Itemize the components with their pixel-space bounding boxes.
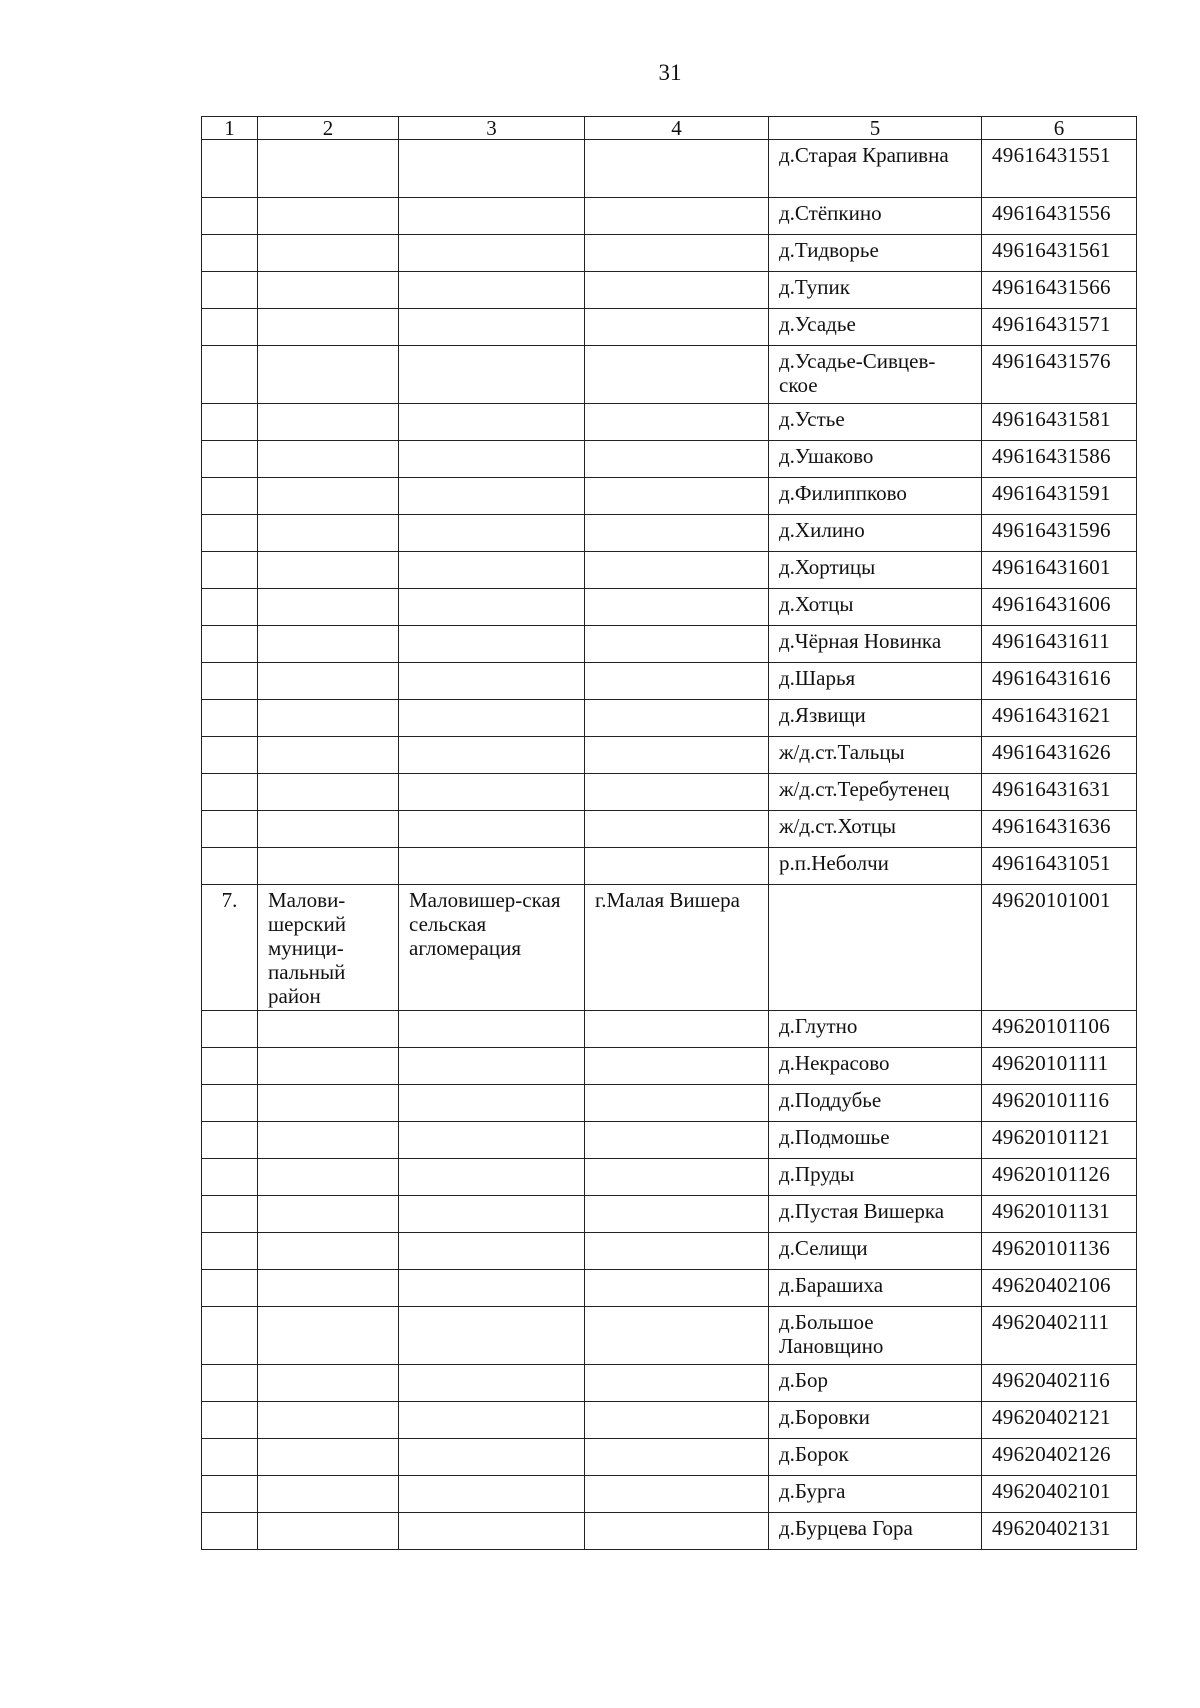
- table-row: [202, 478, 1137, 515]
- table-row: [202, 552, 1137, 589]
- table-row: [202, 626, 1137, 663]
- table-row: [202, 441, 1137, 478]
- center-settlement-cell: [585, 1439, 769, 1476]
- settlement-name-cell: д.Тупик: [769, 272, 982, 309]
- oktmo-code-cell: 49620101116: [982, 1085, 1137, 1122]
- agglomeration-cell: [399, 309, 585, 346]
- row-number-cell: [202, 1085, 258, 1122]
- table-row: [202, 885, 1137, 1011]
- table-row: [202, 1196, 1137, 1233]
- oktmo-code-cell: 49616431596: [982, 515, 1137, 552]
- municipal-district-cell: Малови-шерский муници-пальный район: [258, 885, 399, 1011]
- table-row: [202, 1402, 1137, 1439]
- settlement-name-cell: д.Борок: [769, 1439, 982, 1476]
- table-row: [202, 1307, 1137, 1365]
- table-body: [202, 140, 1137, 1550]
- agglomeration-cell: [399, 811, 585, 848]
- municipal-district-cell: [258, 663, 399, 700]
- municipal-district-cell: [258, 737, 399, 774]
- agglomeration-cell: [399, 441, 585, 478]
- municipal-district-cell: [258, 1365, 399, 1402]
- municipal-district-cell: [258, 346, 399, 404]
- agglomeration-cell: [399, 1011, 585, 1048]
- center-settlement-cell: [585, 1402, 769, 1439]
- table-row: [202, 1159, 1137, 1196]
- page-number: 31: [658, 60, 682, 85]
- agglomeration-cell: [399, 1476, 585, 1513]
- row-number-cell: [202, 1402, 258, 1439]
- header-row: [202, 117, 1137, 140]
- settlement-name-cell: д.Поддубье: [769, 1085, 982, 1122]
- table-row: [202, 1439, 1137, 1476]
- row-number-cell: [202, 478, 258, 515]
- row-number-cell: [202, 1159, 258, 1196]
- municipal-district-cell: [258, 1307, 399, 1365]
- oktmo-code-cell: 49616431581: [982, 404, 1137, 441]
- settlement-name-cell: д.Язвищи: [769, 700, 982, 737]
- row-number-cell: [202, 1233, 258, 1270]
- row-number-cell: [202, 1476, 258, 1513]
- table-row: [202, 848, 1137, 885]
- table-row: [202, 737, 1137, 774]
- center-settlement-cell: [585, 626, 769, 663]
- oktmo-code-cell: 49620101111: [982, 1048, 1137, 1085]
- table-row: [202, 1270, 1137, 1307]
- oktmo-code-cell: 49616431571: [982, 309, 1137, 346]
- oktmo-code-cell: 49616431561: [982, 235, 1137, 272]
- settlement-name-cell: д.Глутно: [769, 1011, 982, 1048]
- municipal-district-cell: [258, 774, 399, 811]
- oktmo-code-cell: 49620101126: [982, 1159, 1137, 1196]
- center-settlement-cell: г.Малая Вишера: [585, 885, 769, 1011]
- settlement-name-cell: д.Усадье: [769, 309, 982, 346]
- settlement-name-cell: д.Старая Крапивна: [769, 140, 982, 198]
- table-row: [202, 1122, 1137, 1159]
- oktmo-code-cell: 49616431551: [982, 140, 1137, 198]
- settlement-name-cell: д.Хортицы: [769, 552, 982, 589]
- center-settlement-cell: [585, 848, 769, 885]
- row-number-cell: [202, 1122, 258, 1159]
- center-settlement-cell: [585, 1270, 769, 1307]
- center-settlement-cell: [585, 140, 769, 198]
- row-number-cell: [202, 198, 258, 235]
- agglomeration-cell: [399, 1439, 585, 1476]
- oktmo-code-cell: 49620101106: [982, 1011, 1137, 1048]
- municipal-district-cell: [258, 1196, 399, 1233]
- settlement-name-cell: ж/д.ст.Хотцы: [769, 811, 982, 848]
- table-row: [202, 1085, 1137, 1122]
- row-number-cell: [202, 1439, 258, 1476]
- settlement-name-cell: д.Селищи: [769, 1233, 982, 1270]
- center-settlement-cell: [585, 404, 769, 441]
- agglomeration-cell: [399, 235, 585, 272]
- municipal-district-cell: [258, 1476, 399, 1513]
- table-row: [202, 1233, 1137, 1270]
- settlement-name-cell: д.Пруды: [769, 1159, 982, 1196]
- settlement-name-cell: д.Устье: [769, 404, 982, 441]
- settlement-name-cell: д.Бурга: [769, 1476, 982, 1513]
- row-number-cell: [202, 626, 258, 663]
- row-number-cell: [202, 346, 258, 404]
- oktmo-code-cell: 49620402101: [982, 1476, 1137, 1513]
- row-number-cell: [202, 663, 258, 700]
- municipal-district-cell: [258, 811, 399, 848]
- municipal-district-cell: [258, 235, 399, 272]
- settlement-name-cell: д.Ушаково: [769, 441, 982, 478]
- center-settlement-cell: [585, 552, 769, 589]
- center-settlement-cell: [585, 198, 769, 235]
- agglomeration-cell: [399, 700, 585, 737]
- table-row: [202, 663, 1137, 700]
- center-settlement-cell: [585, 235, 769, 272]
- oktmo-code-cell: 49620101131: [982, 1196, 1137, 1233]
- oktmo-code-cell: 49620101001: [982, 885, 1137, 1011]
- agglomeration-cell: [399, 1307, 585, 1365]
- agglomeration-cell: [399, 404, 585, 441]
- center-settlement-cell: [585, 589, 769, 626]
- municipal-district-cell: [258, 552, 399, 589]
- oktmo-code-cell: 49620402106: [982, 1270, 1137, 1307]
- agglomeration-cell: [399, 1196, 585, 1233]
- table-row: [202, 198, 1137, 235]
- center-settlement-cell: [585, 478, 769, 515]
- municipal-district-cell: [258, 1085, 399, 1122]
- table-row: [202, 140, 1137, 198]
- center-settlement-cell: [585, 1048, 769, 1085]
- oktmo-code-cell: 49616431556: [982, 198, 1137, 235]
- oktmo-code-cell: 49620402131: [982, 1513, 1137, 1550]
- municipal-district-cell: [258, 1513, 399, 1550]
- settlement-name-cell: д.Большое Лановщино: [769, 1307, 982, 1365]
- municipal-district-cell: [258, 441, 399, 478]
- row-number-cell: [202, 515, 258, 552]
- center-settlement-cell: [585, 1196, 769, 1233]
- center-settlement-cell: [585, 1476, 769, 1513]
- center-settlement-cell: [585, 441, 769, 478]
- oktmo-code-cell: 49620402116: [982, 1365, 1137, 1402]
- municipal-district-cell: [258, 309, 399, 346]
- center-settlement-cell: [585, 811, 769, 848]
- settlement-name-cell: д.Шарья: [769, 663, 982, 700]
- municipal-district-cell: [258, 272, 399, 309]
- settlement-name-cell: д.Тидворье: [769, 235, 982, 272]
- agglomeration-cell: [399, 1402, 585, 1439]
- row-number-cell: [202, 235, 258, 272]
- center-settlement-cell: [585, 737, 769, 774]
- center-settlement-cell: [585, 1365, 769, 1402]
- row-number-cell: [202, 1048, 258, 1085]
- settlement-name-cell: д.Чёрная Новинка: [769, 626, 982, 663]
- settlement-name-cell: д.Боровки: [769, 1402, 982, 1439]
- column-header-2: 2: [258, 117, 399, 140]
- agglomeration-cell: [399, 1122, 585, 1159]
- table-row: [202, 1513, 1137, 1550]
- table-row: [202, 774, 1137, 811]
- settlement-name-cell: ж/д.ст.Теребутенец: [769, 774, 982, 811]
- oktmo-code-cell: 49620402111: [982, 1307, 1137, 1365]
- settlement-name-cell: д.Подмошье: [769, 1122, 982, 1159]
- row-number-cell: [202, 1270, 258, 1307]
- oktmo-code-cell: 49616431601: [982, 552, 1137, 589]
- settlement-name-cell: д.Барашиха: [769, 1270, 982, 1307]
- agglomeration-cell: [399, 1513, 585, 1550]
- table-row: [202, 1048, 1137, 1085]
- settlement-name-cell: д.Усадье-Сивцев-ское: [769, 346, 982, 404]
- municipal-district-cell: [258, 1048, 399, 1085]
- agglomeration-cell: [399, 1085, 585, 1122]
- table-header: [202, 117, 1137, 140]
- row-number-cell: [202, 1513, 258, 1550]
- agglomeration-cell: Маловишер-ская сельская агломерация: [399, 885, 585, 1011]
- row-number-cell: [202, 404, 258, 441]
- row-number-cell: [202, 700, 258, 737]
- row-number-cell: [202, 1011, 258, 1048]
- center-settlement-cell: [585, 346, 769, 404]
- oktmo-code-cell: 49616431591: [982, 478, 1137, 515]
- agglomeration-cell: [399, 626, 585, 663]
- settlement-name-cell: р.п.Неболчи: [769, 848, 982, 885]
- municipal-district-cell: [258, 626, 399, 663]
- table-row: [202, 589, 1137, 626]
- oktmo-code-cell: 49616431616: [982, 663, 1137, 700]
- agglomeration-cell: [399, 1048, 585, 1085]
- agglomeration-cell: [399, 478, 585, 515]
- municipal-district-cell: [258, 1402, 399, 1439]
- municipal-district-cell: [258, 848, 399, 885]
- settlement-name-cell: д.Стёпкино: [769, 198, 982, 235]
- settlement-name-cell: [769, 885, 982, 1011]
- agglomeration-cell: [399, 663, 585, 700]
- center-settlement-cell: [585, 1085, 769, 1122]
- municipal-district-cell: [258, 1233, 399, 1270]
- agglomeration-cell: [399, 589, 585, 626]
- agglomeration-cell: [399, 1159, 585, 1196]
- center-settlement-cell: [585, 1122, 769, 1159]
- oktmo-code-cell: 49616431626: [982, 737, 1137, 774]
- table-row: [202, 700, 1137, 737]
- table-row: [202, 811, 1137, 848]
- settlement-name-cell: д.Филиппково: [769, 478, 982, 515]
- settlement-name-cell: д.Пустая Вишерка: [769, 1196, 982, 1233]
- oktmo-code-cell: 49620101136: [982, 1233, 1137, 1270]
- table-row: [202, 1365, 1137, 1402]
- oktmo-code-cell: 49620101121: [982, 1122, 1137, 1159]
- center-settlement-cell: [585, 1233, 769, 1270]
- settlement-name-cell: д.Хотцы: [769, 589, 982, 626]
- column-header-6: 6: [982, 117, 1137, 140]
- oktmo-code-cell: 49620402121: [982, 1402, 1137, 1439]
- center-settlement-cell: [585, 309, 769, 346]
- oktmo-code-cell: 49616431631: [982, 774, 1137, 811]
- table-row: [202, 235, 1137, 272]
- settlement-name-cell: д.Бор: [769, 1365, 982, 1402]
- table-row: [202, 346, 1137, 404]
- agglomeration-cell: [399, 774, 585, 811]
- municipal-district-cell: [258, 198, 399, 235]
- center-settlement-cell: [585, 1513, 769, 1550]
- row-number-cell: [202, 811, 258, 848]
- settlement-name-cell: ж/д.ст.Тальцы: [769, 737, 982, 774]
- row-number-cell: [202, 774, 258, 811]
- agglomeration-cell: [399, 1270, 585, 1307]
- row-number-cell: [202, 441, 258, 478]
- agglomeration-cell: [399, 198, 585, 235]
- row-number-cell: [202, 1196, 258, 1233]
- oktmo-code-cell: 49616431566: [982, 272, 1137, 309]
- municipal-district-cell: [258, 700, 399, 737]
- agglomeration-cell: [399, 272, 585, 309]
- row-number-cell: [202, 272, 258, 309]
- agglomeration-cell: [399, 552, 585, 589]
- row-number-cell: [202, 552, 258, 589]
- agglomeration-cell: [399, 1365, 585, 1402]
- agglomeration-cell: [399, 737, 585, 774]
- center-settlement-cell: [585, 272, 769, 309]
- column-header-5: 5: [769, 117, 982, 140]
- center-settlement-cell: [585, 774, 769, 811]
- center-settlement-cell: [585, 1011, 769, 1048]
- agglomeration-cell: [399, 515, 585, 552]
- center-settlement-cell: [585, 663, 769, 700]
- municipal-district-cell: [258, 1011, 399, 1048]
- row-number-cell: [202, 140, 258, 198]
- row-number-cell: [202, 737, 258, 774]
- table-row: [202, 1011, 1137, 1048]
- column-header-4: 4: [585, 117, 769, 140]
- settlement-name-cell: д.Хилино: [769, 515, 982, 552]
- table-row: [202, 515, 1137, 552]
- table-row: [202, 1476, 1137, 1513]
- municipal-district-cell: [258, 1439, 399, 1476]
- settlement-name-cell: д.Бурцева Гора: [769, 1513, 982, 1550]
- row-number-cell: [202, 1307, 258, 1365]
- row-number-cell: [202, 589, 258, 626]
- municipal-district-cell: [258, 140, 399, 198]
- table-row: [202, 272, 1137, 309]
- settlements-table: [201, 116, 1137, 1550]
- agglomeration-cell: [399, 140, 585, 198]
- agglomeration-cell: [399, 848, 585, 885]
- row-number-cell: 7.: [202, 885, 258, 1011]
- table-row: [202, 309, 1137, 346]
- center-settlement-cell: [585, 1159, 769, 1196]
- center-settlement-cell: [585, 1307, 769, 1365]
- oktmo-code-cell: 49616431576: [982, 346, 1137, 404]
- oktmo-code-cell: 49616431636: [982, 811, 1137, 848]
- center-settlement-cell: [585, 515, 769, 552]
- column-header-3: 3: [399, 117, 585, 140]
- row-number-cell: [202, 1365, 258, 1402]
- oktmo-code-cell: 49620402126: [982, 1439, 1137, 1476]
- municipal-district-cell: [258, 1159, 399, 1196]
- settlement-name-cell: д.Некрасово: [769, 1048, 982, 1085]
- municipal-district-cell: [258, 1270, 399, 1307]
- municipal-district-cell: [258, 1122, 399, 1159]
- oktmo-code-cell: 49616431586: [982, 441, 1137, 478]
- column-header-1: 1: [202, 117, 258, 140]
- municipal-district-cell: [258, 589, 399, 626]
- row-number-cell: [202, 309, 258, 346]
- oktmo-code-cell: 49616431051: [982, 848, 1137, 885]
- oktmo-code-cell: 49616431611: [982, 626, 1137, 663]
- municipal-district-cell: [258, 478, 399, 515]
- municipal-district-cell: [258, 515, 399, 552]
- row-number-cell: [202, 848, 258, 885]
- agglomeration-cell: [399, 346, 585, 404]
- agglomeration-cell: [399, 1233, 585, 1270]
- oktmo-code-cell: 49616431621: [982, 700, 1137, 737]
- table-row: [202, 404, 1137, 441]
- oktmo-code-cell: 49616431606: [982, 589, 1137, 626]
- center-settlement-cell: [585, 700, 769, 737]
- municipal-district-cell: [258, 404, 399, 441]
